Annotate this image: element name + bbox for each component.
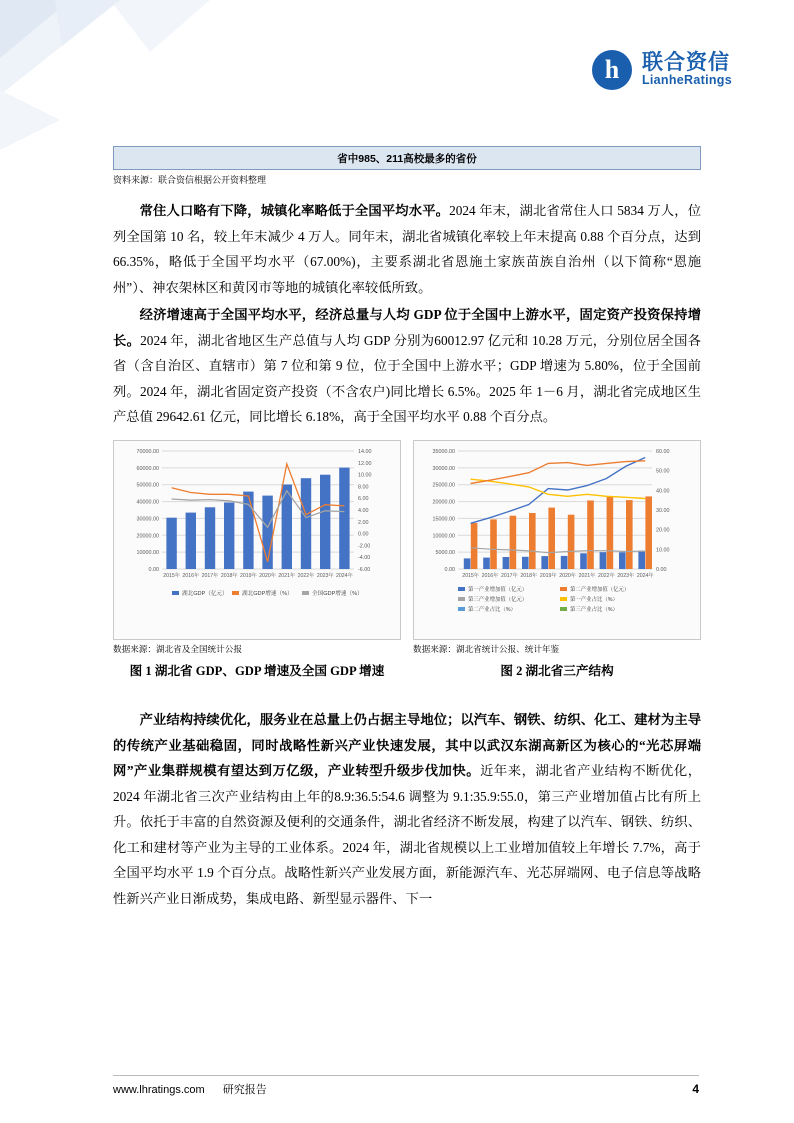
paragraph-industry-text: 近年来，湖北省产业结构不断优化，2024 年湖北省三次产业结构由上年的8.9:36.5:54.6 调整为 9.1:35.9:55.0，第三产业增加值占比有所上升。依托于丰富的自然资源及便利的交通条件，湖北省经济不断发展，构建了以汽车、钢铁、纺织、化工和建材等产业为主导的工业体系。2024 年，湖北省规模以上工业增加值较上年增长 7.7%，高于全国平均水平 1.9 个百分点。战略性新兴产业发展方面，新能源汽车、光芯屏端网、电子信息等战略性新兴产业日渐成势，集成电路、新型显示器件、下一 bbox=[113, 763, 701, 906]
table-fragment bbox=[113, 146, 701, 170]
svg-text:2021年: 2021年 bbox=[278, 572, 296, 579]
svg-text:0.00: 0.00 bbox=[444, 566, 455, 573]
svg-text:-6.00: -6.00 bbox=[358, 566, 371, 573]
charts-row bbox=[113, 440, 701, 682]
paragraph-economy-text: 2024 年，湖北省地区生产总值与人均 GDP 分别为60012.97 亿元和 10.28 万元，分别位居全国各省（含自治区、直辖市）第 7 位和第 9 位，位于全国中上游水平；GDP 增速为 5.80%，位于全国前列。2024 年，湖北省固定资产投资（不含农户)同比增长 6.5%。2025 年 1－6 月，湖北省完成地区生产总值 29642.61 亿元，同比增长 6.18%，高于全国平均水平 0.88 个百分点。 bbox=[113, 332, 701, 425]
svg-text:50.00: 50.00 bbox=[656, 468, 670, 475]
svg-text:20000.00: 20000.00 bbox=[432, 499, 455, 506]
brand-logo bbox=[592, 50, 732, 90]
svg-text:2023年: 2023年 bbox=[316, 572, 334, 579]
svg-text:2015年: 2015年 bbox=[462, 572, 479, 579]
svg-text:2018年: 2018年 bbox=[220, 572, 238, 579]
svg-text:2017年: 2017年 bbox=[201, 572, 219, 579]
chart-1-svg bbox=[114, 441, 400, 637]
svg-text:12.00: 12.00 bbox=[358, 460, 372, 467]
paragraph-economy bbox=[113, 302, 701, 430]
svg-text:2022年: 2022年 bbox=[297, 572, 315, 579]
chart-1-frame bbox=[113, 440, 401, 640]
svg-text:10.00: 10.00 bbox=[656, 546, 670, 553]
svg-text:30000.00: 30000.00 bbox=[432, 465, 455, 472]
svg-text:0.00: 0.00 bbox=[656, 566, 667, 573]
svg-text:第二产业增加值（亿元）: 第二产业增加值（亿元） bbox=[570, 586, 630, 593]
svg-text:40000.00: 40000.00 bbox=[136, 499, 159, 506]
svg-text:8.00: 8.00 bbox=[358, 484, 369, 491]
figure-2 bbox=[413, 440, 701, 682]
svg-text:2020年: 2020年 bbox=[259, 572, 276, 579]
logo-text bbox=[642, 52, 732, 87]
svg-text:50000.00: 50000.00 bbox=[136, 482, 159, 489]
svg-text:2017年: 2017年 bbox=[501, 572, 518, 579]
svg-text:20.00: 20.00 bbox=[656, 527, 670, 534]
svg-text:2022年: 2022年 bbox=[598, 572, 615, 579]
svg-text:湖北GDP（亿元）: 湖北GDP（亿元） bbox=[182, 590, 228, 597]
svg-text:-2.00: -2.00 bbox=[358, 543, 371, 550]
logo-mark-icon bbox=[592, 50, 632, 90]
footer-left bbox=[113, 1081, 267, 1097]
svg-text:25000.00: 25000.00 bbox=[432, 482, 455, 489]
svg-text:10000.00: 10000.00 bbox=[432, 532, 455, 539]
paragraph-industry bbox=[113, 707, 701, 911]
svg-text:4.00: 4.00 bbox=[358, 507, 369, 514]
paragraph-population-text: 2024 年末，湖北省常住人口 5834 万人，位列全国第 10 名，较上年末减少 4 万人。同年末，湖北省城镇化率较上年末提高 0.88 个百分点，达到 66.35%，略低于全国平均水平（67.00%)，主要系湖北省恩施土家族苗族自治州（以下简称“恩施州”）、神农架林区和黄冈市等地的城镇化率较低所致。 bbox=[113, 203, 701, 295]
footer-label: 研究报告 bbox=[222, 1084, 267, 1096]
svg-text:14.00: 14.00 bbox=[358, 448, 372, 455]
svg-text:60000.00: 60000.00 bbox=[136, 465, 159, 472]
svg-text:20000.00: 20000.00 bbox=[136, 532, 159, 539]
svg-text:第一产业增加值（亿元）: 第一产业增加值（亿元） bbox=[468, 586, 528, 593]
svg-text:0.00: 0.00 bbox=[148, 566, 159, 573]
svg-text:2024年: 2024年 bbox=[636, 572, 654, 579]
svg-text:2016年: 2016年 bbox=[481, 572, 499, 579]
table-row bbox=[114, 147, 701, 170]
svg-text:60.00: 60.00 bbox=[656, 448, 670, 455]
figure-1-source: 数据来源：湖北省及全国统计公报 bbox=[113, 643, 242, 654]
page-content bbox=[113, 146, 701, 913]
chart-2-frame bbox=[413, 440, 701, 640]
corner-decoration bbox=[0, 0, 300, 150]
svg-text:2015年: 2015年 bbox=[163, 572, 180, 579]
svg-text:2020年: 2020年 bbox=[559, 572, 576, 579]
figure-1 bbox=[113, 440, 401, 682]
svg-text:第三产业增加值（亿元）: 第三产业增加值（亿元） bbox=[468, 596, 528, 603]
paragraph-industry-lead: 产业结构持续优化，服务业在总量上仍占据主导地位；以汽车、钢铁、纺织、化工、建材为主导的传统产业基础稳固，同时战略性新兴产业快速发展，其中以武汉东湖高新区为核心的“光芯屏端网”产业集群规模有望达到万亿级，产业转型升级步伐加快。 bbox=[113, 712, 701, 779]
svg-text:2021年: 2021年 bbox=[578, 572, 596, 579]
svg-text:15000.00: 15000.00 bbox=[432, 516, 455, 523]
svg-text:0.00: 0.00 bbox=[358, 531, 369, 538]
page-footer bbox=[113, 1075, 699, 1097]
svg-text:2016年: 2016年 bbox=[182, 572, 200, 579]
svg-text:-4.00: -4.00 bbox=[358, 554, 371, 561]
svg-text:2023年: 2023年 bbox=[617, 572, 635, 579]
footer-site[interactable]: www.lhratings.com bbox=[113, 1084, 205, 1096]
footer-page-number: 4 bbox=[692, 1082, 699, 1096]
svg-text:30000.00: 30000.00 bbox=[136, 516, 159, 523]
svg-text:第二产业占比（%）: 第二产业占比（%） bbox=[468, 606, 516, 613]
svg-text:2.00: 2.00 bbox=[358, 519, 369, 526]
logo-name-en: LianheRatings bbox=[641, 73, 732, 88]
table-source-note: 资料来源：联合资信根据公开资料整理 bbox=[113, 175, 267, 185]
svg-text:湖北GDP增速（%）: 湖北GDP增速（%） bbox=[242, 590, 293, 597]
svg-text:5000.00: 5000.00 bbox=[435, 549, 455, 556]
svg-text:第一产业占比（%）: 第一产业占比（%） bbox=[570, 596, 618, 603]
chart-2-svg bbox=[414, 441, 700, 637]
svg-text:2019年: 2019年 bbox=[240, 572, 257, 579]
paragraph-population bbox=[113, 198, 701, 300]
paragraph-population-lead: 常住人口略有下降，城镇化率略低于全国平均水平。 bbox=[139, 203, 450, 218]
svg-text:6.00: 6.00 bbox=[358, 495, 369, 502]
svg-text:10.00: 10.00 bbox=[358, 472, 372, 479]
svg-text:70000.00: 70000.00 bbox=[136, 448, 159, 455]
svg-text:10000.00: 10000.00 bbox=[136, 549, 159, 556]
svg-text:30.00: 30.00 bbox=[656, 507, 670, 514]
svg-text:第三产业占比（%）: 第三产业占比（%） bbox=[570, 606, 618, 613]
svg-text:2018年: 2018年 bbox=[520, 572, 538, 579]
table-caption-cell: 省中985、211高校最多的省份 bbox=[114, 147, 701, 170]
logo-name-cn: 联合资信 bbox=[641, 51, 730, 75]
logo-glyph: h bbox=[604, 55, 620, 84]
figure-2-caption: 图 2 湖北省三产结构 bbox=[500, 663, 614, 678]
svg-text:全国GDP增速（%）: 全国GDP增速（%） bbox=[312, 590, 363, 597]
figure-2-source: 数据来源：湖北省统计公报、统计年鉴 bbox=[413, 643, 560, 654]
svg-text:2019年: 2019年 bbox=[539, 572, 557, 579]
svg-text:40.00: 40.00 bbox=[656, 487, 670, 494]
svg-text:35000.00: 35000.00 bbox=[432, 448, 455, 455]
svg-text:2024年: 2024年 bbox=[336, 572, 353, 579]
figure-1-caption: 图 1 湖北省 GDP、GDP 增速及全国 GDP 增速 bbox=[129, 663, 385, 678]
paragraph-economy-lead: 经济增速高于全国平均水平，经济总量与人均 GDP 位于全国中上游水平，固定资产投资保持增长。 bbox=[113, 307, 701, 348]
